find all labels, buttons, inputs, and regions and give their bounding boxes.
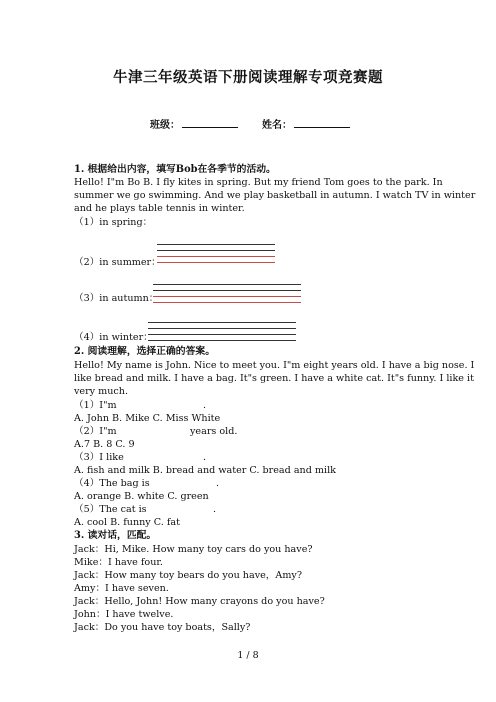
class-field (150, 116, 238, 131)
section3-heading: 3. 读对话，匹配。 (74, 530, 157, 541)
dialogue-line: John：I have twelve. (74, 609, 174, 620)
answer-line[interactable] (148, 328, 296, 329)
dialogue-line: Mike：I have four. (74, 557, 163, 568)
section2-options: A. fish and milk B. bread and water C. bread and milk (74, 465, 336, 476)
section2-options: A. John B. Mike C. Miss White (74, 413, 221, 424)
section2-question: （3）I like (74, 452, 124, 463)
answer-line[interactable] (153, 296, 301, 297)
section1-question: （2）in summer： (74, 257, 161, 268)
answer-line[interactable] (153, 302, 301, 303)
name-field (262, 116, 350, 131)
answer-line[interactable] (157, 256, 275, 257)
section2-question: （5）The cat is (74, 504, 147, 515)
answer-line[interactable] (148, 322, 296, 323)
section2-question: （4）The bag is (74, 478, 150, 489)
answer-line[interactable] (157, 250, 275, 251)
section2-options: A.7 B. 8 C. 9 (74, 439, 135, 450)
section2-question: （1）I"m (74, 400, 117, 411)
section1-passage-line: and he plays table tennis in winter. (74, 203, 245, 214)
section2-passage-line: Hello! My name is John. Nice to meet you. I"m eight years old. I have a big nose. I (74, 360, 475, 371)
section2-heading: 2. 阅读理解，选择正确的答案。 (74, 346, 215, 357)
section1-heading: 1. 根据给出内容，填写Bob在各季节的活动。 (74, 164, 276, 175)
section1-question: （4）in winter： (74, 332, 153, 343)
section2-question: （2）I"m (74, 426, 117, 437)
answer-line[interactable] (153, 284, 301, 285)
dialogue-line: Jack：Hi, Mike. How many toy cars do you have? (74, 544, 313, 555)
section1-question: （1）in spring： (74, 217, 153, 228)
section1-passage-line: Hello! I"m Bo B. I fly kites in spring. But my friend Tom goes to the park. In (74, 177, 443, 188)
class-label: 班级： (150, 120, 180, 131)
answer-line[interactable] (153, 290, 301, 291)
section2-options: A. orange B. white C. green (74, 491, 209, 502)
name-blank[interactable] (294, 126, 350, 128)
class-blank[interactable] (182, 126, 238, 128)
section2-passage-line: like bread and milk. I have a bag. It"s green. I have a white cat. It"s funny. I like it (74, 373, 474, 384)
question-end: . (213, 504, 217, 515)
name-label: 姓名： (262, 120, 292, 131)
answer-line[interactable] (148, 340, 296, 341)
answer-line[interactable] (157, 244, 275, 245)
section1-passage-line: summer we go swimming. And we play basketball in autumn. I watch TV in winter (74, 190, 476, 201)
question-end: years old. (190, 426, 238, 437)
section1-question: （3）in autumn： (74, 293, 159, 304)
answer-line[interactable] (148, 334, 296, 335)
section2-passage-line: very much. (74, 386, 129, 397)
answer-line[interactable] (157, 262, 275, 263)
dialogue-line: Jack：Hello, John! How many crayons do you have? (74, 596, 325, 607)
section2-options: A. cool B. funny C. fat (74, 517, 180, 528)
question-end: . (203, 452, 207, 463)
question-end: . (203, 400, 207, 411)
question-end: . (216, 478, 220, 489)
dialogue-line: Amy：I have seven. (74, 583, 169, 594)
dialogue-line: Jack：How many toy bears do you have，Amy? (74, 570, 302, 581)
page-number: 1 / 8 (237, 650, 259, 661)
dialogue-line: Jack：Do you have toy boats，Sally? (74, 622, 251, 633)
page-title: 牛津三年级英语下册阅读理解专项竞赛题 (113, 69, 383, 86)
